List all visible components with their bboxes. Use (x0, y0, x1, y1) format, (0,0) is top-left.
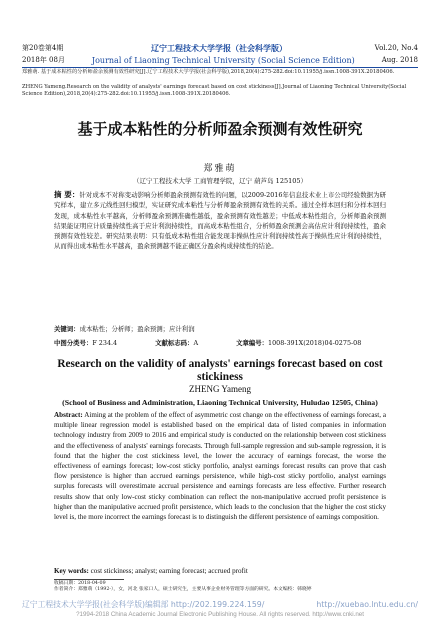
keywords-cn (54, 324, 386, 333)
journal-name-en: Journal of Liaoning Technical University (Social Science Edition) (91, 55, 355, 65)
page-footer (22, 598, 418, 610)
copyright-line: ?1994-2018 China Academic Journal Electronic Publishing House. All rights reserved. http://www.cnki.net (76, 611, 364, 618)
footer-editorial-link[interactable]: 辽宁工程技术大学学报(社会科学版)编辑部 http://202.199.224.159/ (22, 599, 265, 609)
author-name-cn: 郑雅萌 (203, 164, 237, 174)
article-number: 文章编号：1008-391X(2018)04-0275-08 (236, 339, 362, 347)
issue-number: 第20卷第4期 (22, 44, 64, 52)
running-header-bottom (22, 54, 418, 66)
document-code: 文献标志码：A (155, 339, 199, 347)
publication-date-cn: 2018年 08月 (22, 56, 65, 64)
abstract-label-en: Abstract: (54, 411, 83, 419)
keywords-en (54, 567, 386, 575)
keywords-label-en: Key words: (54, 567, 89, 575)
affiliation-en: (School of Business and Administration, Liaoning Technical University, Huludao 12505, China) (62, 398, 378, 407)
clc-number: 中图分类号：F 234.4 (54, 339, 118, 347)
abstract-cn (54, 190, 386, 252)
footer-website-link[interactable]: http://xuebao.lntu.edu.cn/ (316, 599, 418, 609)
keywords-text-cn: 成本粘性；分析师；盈余预测；应计利润 (79, 325, 195, 333)
footnote-author-bio: 作者简介：郑雅萌（1992-），女，河北 张家口人，硕士研究生，主要从事企业财务管理等方面的研究。本文编校：韩晓婷 (54, 587, 312, 592)
classification-row (54, 338, 386, 347)
keywords-label-cn: 关键词： (54, 325, 80, 333)
footnote-received: 收稿日期：2018-04-09 (54, 581, 106, 586)
header-rule (22, 67, 418, 68)
abstract-en (54, 410, 386, 522)
affiliation-cn: （辽宁工程技术大学 工商管理学院，辽宁 葫芦岛 125105） (132, 177, 307, 185)
running-header-top (22, 42, 418, 54)
article-title-cn: 基于成本粘性的分析师盈余预测有效性研究 (77, 120, 363, 138)
journal-name-cn: 辽宁工程技术大学学报（社会科学版） (151, 43, 288, 53)
citation-en: ZHENG Yameng.Research on the validity of analysts' earnings forecast based on cost stickiness[J].Journal of Liaoning Technical University(Social Science Edition),2018,20(4):275-282.doi:10.11955/j.issn.1008-391X.20180406. (22, 84, 407, 98)
author-name-en: ZHENG Yameng (189, 384, 251, 394)
abstract-label-cn: 摘 要： (54, 190, 80, 199)
citation-cn: 郑雅萌. 基于成本粘性的分析师盈余预测有效性研究[J].辽宁工程技术大学学报(社会科学版),2018,20(4):275-282.doi:10.11955/j.issn.1008-391X.20180406. (22, 69, 395, 75)
keywords-text-en: cost stickiness; analyst; earning forecast; accrued profit (88, 567, 248, 575)
article-title-en: Research on the validity of analysts' earnings forecast based on cost stickiness (57, 358, 383, 383)
publication-date-en: Aug. 2018 (381, 56, 418, 64)
abstract-text-en: Aiming at the problem of the effect of asymmetric cost change on the effectiveness of earnings forecast, a multiple linear regression model is established based on the empirical data of listed companies in information technology industry from 2009 to 2016 and empirical study is conducted on the relationship between cost stickiness and the effectiveness of analysts' earnings forecasts. Through full-sample regression and sub-sample regression, it is found that the higher the cost stickiness level, the lower the accuracy of earnings forecast, the worse the effectiveness of earnings forecast; low-cost sticky portfolio, analyst earnings forecast results can prove that cash flow persistence is higher than accrued earnings persistence, while high-cost sticky portfolio, analyst earnings surplus forecasts will overestimate accrual persistence and earnings forecasts are less effective. Further research results show that only low-cost sticky combination can reflect the non-manipulative accrued profit persistence is higher than the manipulative accrued profit persistence, which leads to the conclusion that the higher the cost sticky level is, the more incorrect the earnings forecast is to distinguish the different persistence of earnings composition. (54, 411, 386, 522)
volume-number: Vol.20, No.4 (374, 44, 418, 52)
footnote-rule (54, 579, 124, 580)
abstract-text-cn: 针对成本不对称变动影响分析师盈余预测有效性的问题，以2009-2016年信息技术业上市公司经验数据为研究样本，建立多元线性回归模型，实证研究成本粘性与分析师盈余预测有效性的关系。通过全样本回归和分样本回归发现，成本粘性水平越高，分析师盈余预测准确性越低，盈余预测有效性越差；中低成本粘性组合，分析师盈余预测结果能证明应计质量持续性高于应计利润持续性，而高成本粘性组合，分析师盈余预测会高估应计利润持续性，盈余预测有效性较差。研究结果表明：只有低成本粘性组合能发现非操纵性应计利润持续性高于操纵性应计利润持续性，从而得出成本粘性水平越高，盈余预测越不能正确区分盈余构成持续性的结论。 (54, 191, 386, 251)
